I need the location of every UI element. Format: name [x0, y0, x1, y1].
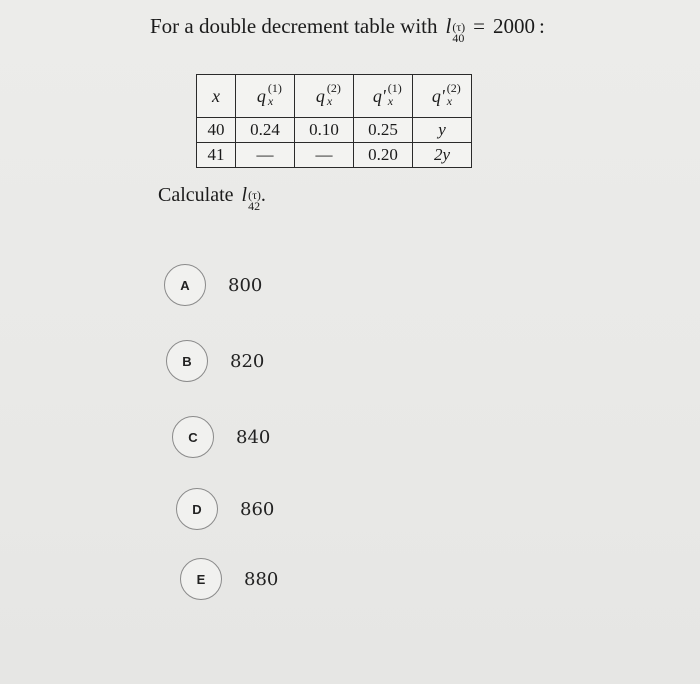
- table-row: [197, 143, 472, 168]
- option-value-d[interactable]: 860: [240, 498, 275, 520]
- option-value-e[interactable]: 880: [244, 568, 279, 590]
- table-header-row: [197, 75, 472, 118]
- table-cell: 0.24: [236, 118, 295, 143]
- option-letter-d[interactable]: D: [176, 488, 218, 530]
- option-value-a[interactable]: 800: [228, 274, 263, 296]
- option-letter-b[interactable]: B: [166, 340, 208, 382]
- prompt-period: .: [260, 184, 266, 206]
- header-x: x: [197, 75, 236, 118]
- header-q2: q $^{(2)}$x: [295, 75, 354, 118]
- radix-value: 2000: [493, 14, 536, 38]
- table-cell: 2y: [413, 143, 472, 168]
- header-q1: q $^{(1)}$x: [236, 75, 295, 118]
- option-value-b[interactable]: 820: [230, 350, 265, 372]
- header-qprime1: q' $^{(1)}$x: [354, 75, 413, 118]
- l-subscript: 42: [248, 199, 261, 213]
- header-qprime2: q' $^{(2)}$x: [413, 75, 472, 118]
- option-e[interactable]: [180, 558, 278, 600]
- decrement-table: [196, 74, 472, 168]
- question-prompt: [158, 184, 266, 214]
- option-a[interactable]: [164, 264, 262, 306]
- l-superscript-subscript: [248, 190, 261, 212]
- decrement-table-wrapper: [196, 74, 472, 168]
- option-c[interactable]: [172, 416, 270, 458]
- l-subscript: 40: [452, 31, 465, 45]
- question-stem: [150, 14, 545, 46]
- option-b[interactable]: [166, 340, 264, 382]
- l-superscript-subscript: [452, 22, 465, 44]
- l-superscript: (τ): [248, 188, 261, 202]
- option-letter-c[interactable]: C: [172, 416, 214, 458]
- option-value-c[interactable]: 840: [236, 426, 271, 448]
- table-cell: 0.20: [354, 143, 413, 168]
- prompt-text: Calculate: [158, 184, 234, 206]
- table-cell: 40: [197, 118, 236, 143]
- equals-sign: =: [473, 14, 486, 38]
- l-symbol: l: [445, 14, 452, 38]
- option-letter-e[interactable]: E: [180, 558, 222, 600]
- l-symbol: l: [241, 184, 248, 206]
- colon: :: [539, 14, 545, 38]
- table-cell: 0.25: [354, 118, 413, 143]
- table-cell: —: [236, 143, 295, 168]
- table-row: [197, 118, 472, 143]
- l-superscript: (τ): [452, 20, 466, 34]
- table-cell: 41: [197, 143, 236, 168]
- table-cell: —: [295, 143, 354, 168]
- table-cell: y: [413, 118, 472, 143]
- table-cell: 0.10: [295, 118, 354, 143]
- question-intro: For a double decrement table with: [150, 14, 438, 38]
- option-letter-a[interactable]: A: [164, 264, 206, 306]
- option-d[interactable]: [176, 488, 274, 530]
